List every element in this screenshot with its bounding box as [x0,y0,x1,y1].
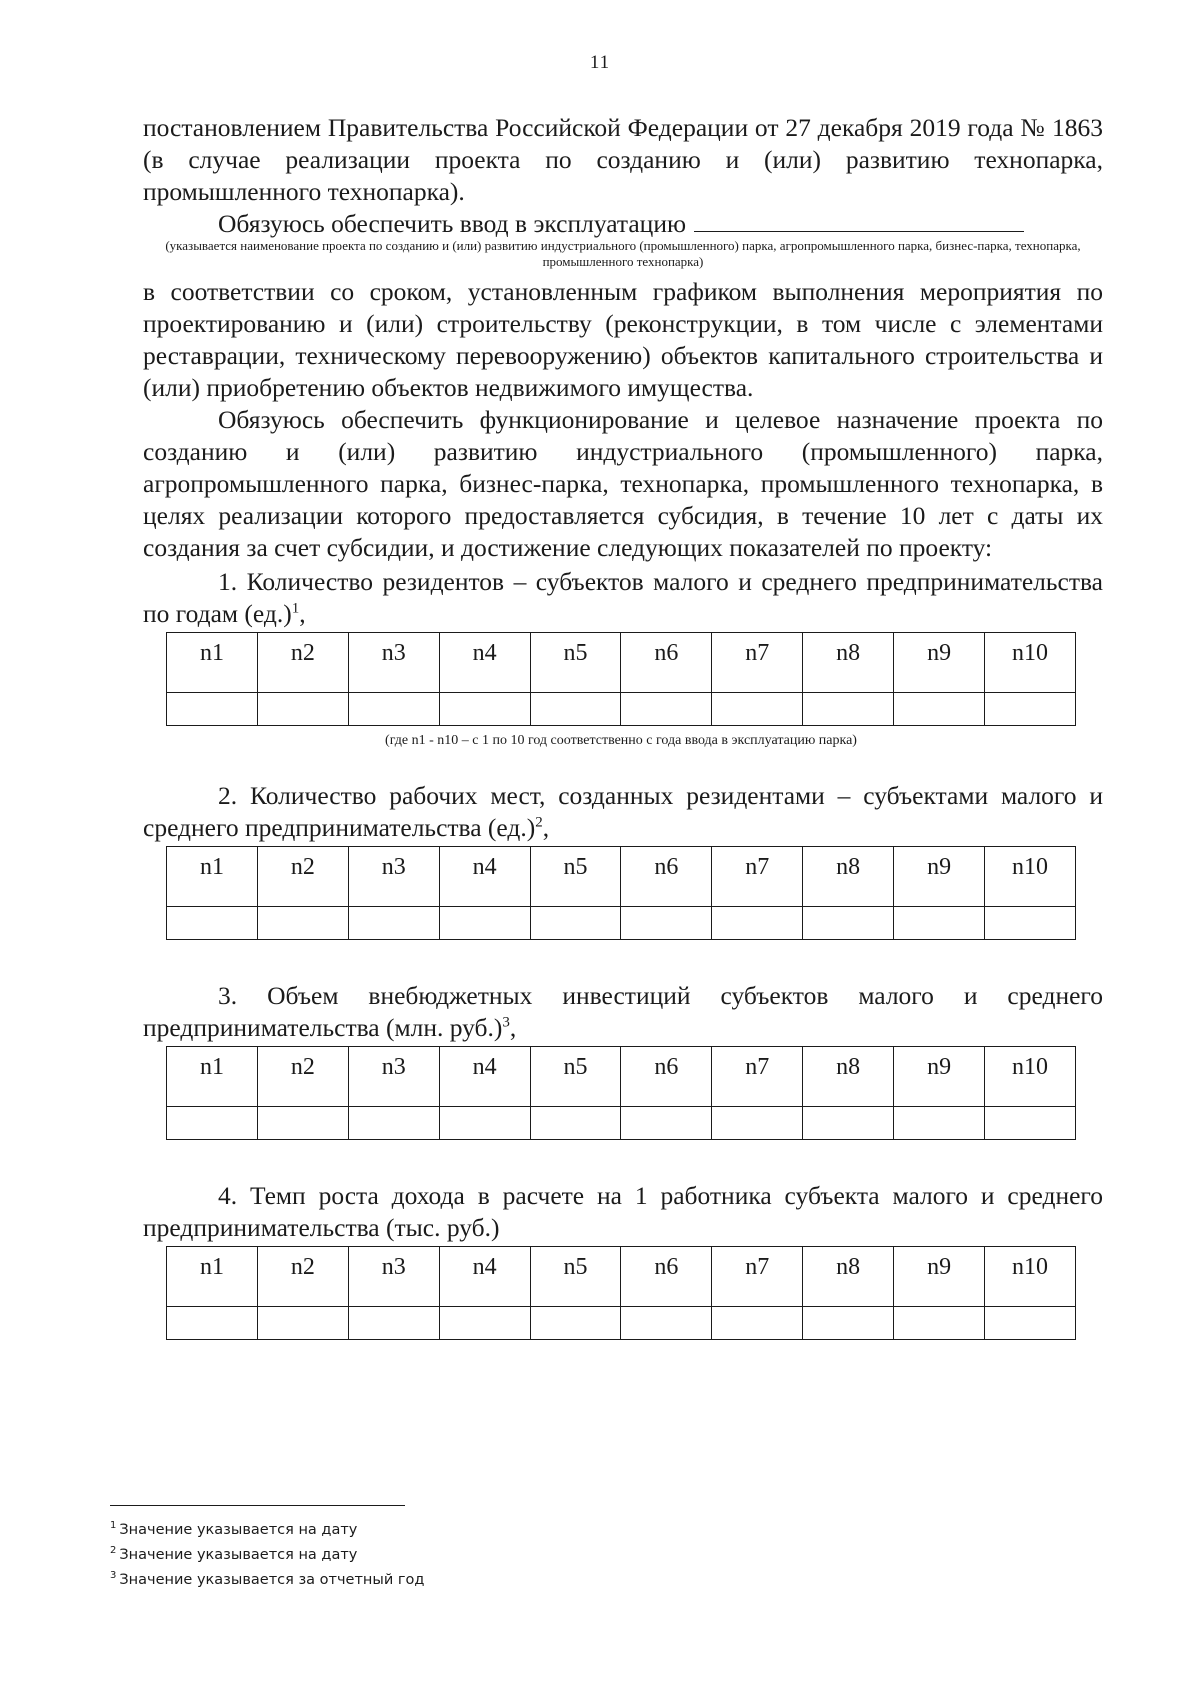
commitment-commissioning-lead-text: Обязуюсь обеспечить ввод в эксплуатацию [218,209,687,238]
year-header-cell: n2 [257,633,348,693]
year-header-cell: n5 [530,1047,621,1107]
document-body [143,112,1103,1340]
year-header-cell: n3 [348,1047,439,1107]
year-header-cell: n2 [257,847,348,907]
year-header-cell: n1 [167,1047,258,1107]
year-value-cell [348,693,439,726]
year-header-cell: n7 [712,847,803,907]
year-header-row [167,1047,1076,1107]
year-header-cell: n8 [803,1047,894,1107]
year-header-row [167,1247,1076,1307]
year-header-cell: n2 [257,1047,348,1107]
year-table [166,1046,1076,1140]
year-header-cell: n7 [712,633,803,693]
year-value-cell [167,1307,258,1340]
year-value-cell [621,907,712,940]
year-value-cell [894,1107,985,1140]
footnote-mark: 1 [291,600,300,617]
year-header-cell: n6 [621,847,712,907]
intro-paragraph: постановлением Правительства Российской Федерации от 27 декабря 2019 года № 1863 (в случае реализации проекта по созданию и (или) развитию технопарка, промышленного технопарка). [143,113,1103,206]
footnote-text: Значение указывается на дату [119,1522,358,1538]
year-header-cell: n4 [439,847,530,907]
year-header-row [167,633,1076,693]
year-header-cell: n1 [167,847,258,907]
footnote [110,1518,424,1543]
year-header-cell: n6 [621,633,712,693]
year-value-row [167,693,1076,726]
year-value-cell [712,693,803,726]
year-value-cell [803,693,894,726]
metric-title-text: 4. Темп роста дохода в расчете на 1 работника субъекта малого и среднего предпринимательства (тыс. руб.) [143,1181,1103,1242]
year-header-cell: n8 [803,633,894,693]
metric-block [143,980,1103,1140]
year-header-cell: n9 [894,633,985,693]
year-header-cell: n5 [530,847,621,907]
year-header-cell: n10 [985,633,1076,693]
year-value-cell [985,907,1076,940]
year-header-cell: n9 [894,1047,985,1107]
metric-title [143,1180,1103,1244]
commitment-commissioning-lead [143,208,1103,240]
table-note: (где n1 - n10 – с 1 по 10 год соответственно с года ввода в эксплуатацию парка) [385,733,857,748]
metric-title-text: 3. Объем внебюджетных инвестиций субъектов малого и среднего предпринимательства (млн. руб.) [143,981,1103,1042]
year-header-cell: n4 [439,633,530,693]
commitment-operation-paragraph: Обязуюсь обеспечить функционирование и целевое назначение проекта по созданию и (или) развитию индустриального (промышленного) парка, агропромышленного парка, бизнес-парка, технопарка, промышленного технопарка, в целях реализации которого предоставляется субсидия, в течение 10 лет с даты их создания за счет субсидии, и достижение следующих показателей по проекту: [143,405,1103,562]
year-table [166,1246,1076,1340]
project-name-blank [694,209,1024,232]
year-header-cell: n9 [894,847,985,907]
year-value-cell [530,907,621,940]
year-header-cell: n8 [803,1247,894,1307]
year-header-cell: n6 [621,1047,712,1107]
year-header-cell: n2 [257,1247,348,1307]
year-value-cell [530,1107,621,1140]
year-header-cell: n5 [530,1247,621,1307]
page-number: 11 [589,52,611,73]
year-header-cell: n4 [439,1247,530,1307]
year-value-cell [894,693,985,726]
footnote-mark: 2 [535,814,543,831]
year-value-cell [257,1107,348,1140]
project-name-hint: (указывается наименование проекта по созданию и (или) развитию индустриального (промышленного) парка, агропромышленного парка, бизнес-парка, технопарка, промышленного технопарка) [165,238,1081,269]
footnote [110,1543,424,1568]
footnote-separator [110,1505,405,1506]
year-value-row [167,1307,1076,1340]
year-value-cell [621,1307,712,1340]
year-value-cell [257,1307,348,1340]
metric-block [143,566,1103,750]
year-value-cell [348,1307,439,1340]
year-header-cell: n6 [621,1247,712,1307]
year-value-cell [167,693,258,726]
year-value-cell [985,1107,1076,1140]
year-header-cell: n1 [167,633,258,693]
year-value-cell [712,1307,803,1340]
metric-title-text: 2. Количество рабочих мест, созданных резидентами – субъектами малого и среднего предпринимательства (ед.) [143,781,1103,842]
year-header-cell: n3 [348,847,439,907]
year-header-cell: n9 [894,1247,985,1307]
year-value-cell [348,1107,439,1140]
metric-title-suffix: , [509,1013,517,1042]
year-header-cell: n4 [439,1047,530,1107]
footnote-number: 1 [110,1520,117,1532]
year-value-cell [985,693,1076,726]
year-value-cell [621,693,712,726]
year-value-cell [530,693,621,726]
year-value-cell [803,1307,894,1340]
metric-title [143,566,1103,630]
year-header-cell: n3 [348,633,439,693]
metric-title-suffix: , [542,813,550,842]
footnote-text: Значение указывается за отчетный год [119,1572,425,1588]
year-value-cell [894,907,985,940]
year-value-cell [257,693,348,726]
year-value-cell [712,907,803,940]
year-header-cell: n5 [530,633,621,693]
year-value-cell [439,1307,530,1340]
year-header-cell: n8 [803,847,894,907]
year-table [166,846,1076,940]
year-header-cell: n7 [712,1047,803,1107]
year-value-cell [439,1107,530,1140]
footnote-mark: 3 [502,1014,510,1031]
year-value-cell [803,1107,894,1140]
year-header-row [167,847,1076,907]
year-value-row [167,907,1076,940]
footnote-number: 2 [110,1545,117,1557]
year-value-cell [439,907,530,940]
year-value-cell [712,1107,803,1140]
year-value-cell [167,1107,258,1140]
footnotes [110,1518,424,1593]
footnote [110,1568,424,1593]
year-header-cell: n10 [985,1247,1076,1307]
year-value-cell [439,693,530,726]
year-value-row [167,1107,1076,1140]
metric-title [143,980,1103,1044]
metric-title-text: 1. Количество резидентов – субъектов малого и среднего предпринимательства по годам (ед.) [143,567,1103,628]
metric-title-suffix: , [299,599,306,628]
year-value-cell [803,907,894,940]
year-value-cell [985,1307,1076,1340]
commitment-commissioning-text: в соответствии со сроком, установленным графиком выполнения мероприятия по проектированию и (или) строительству (реконструкции, в том числе с элементами реставрации, техническому перевооружению) объектов капитального строительства и (или) приобретению объектов недвижимого имущества. [143,277,1103,402]
year-header-cell: n10 [985,1047,1076,1107]
footnote-number: 3 [110,1570,117,1582]
metric-block [143,780,1103,940]
year-value-cell [257,907,348,940]
year-value-cell [894,1307,985,1340]
metric-title [143,780,1103,844]
year-table [166,632,1076,726]
year-header-cell: n10 [985,847,1076,907]
metric-block [143,1180,1103,1340]
year-header-cell: n7 [712,1247,803,1307]
footnote-text: Значение указывается на дату [119,1547,358,1563]
year-value-cell [530,1307,621,1340]
year-value-cell [348,907,439,940]
year-header-cell: n1 [167,1247,258,1307]
year-value-cell [167,907,258,940]
year-value-cell [621,1107,712,1140]
year-header-cell: n3 [348,1247,439,1307]
